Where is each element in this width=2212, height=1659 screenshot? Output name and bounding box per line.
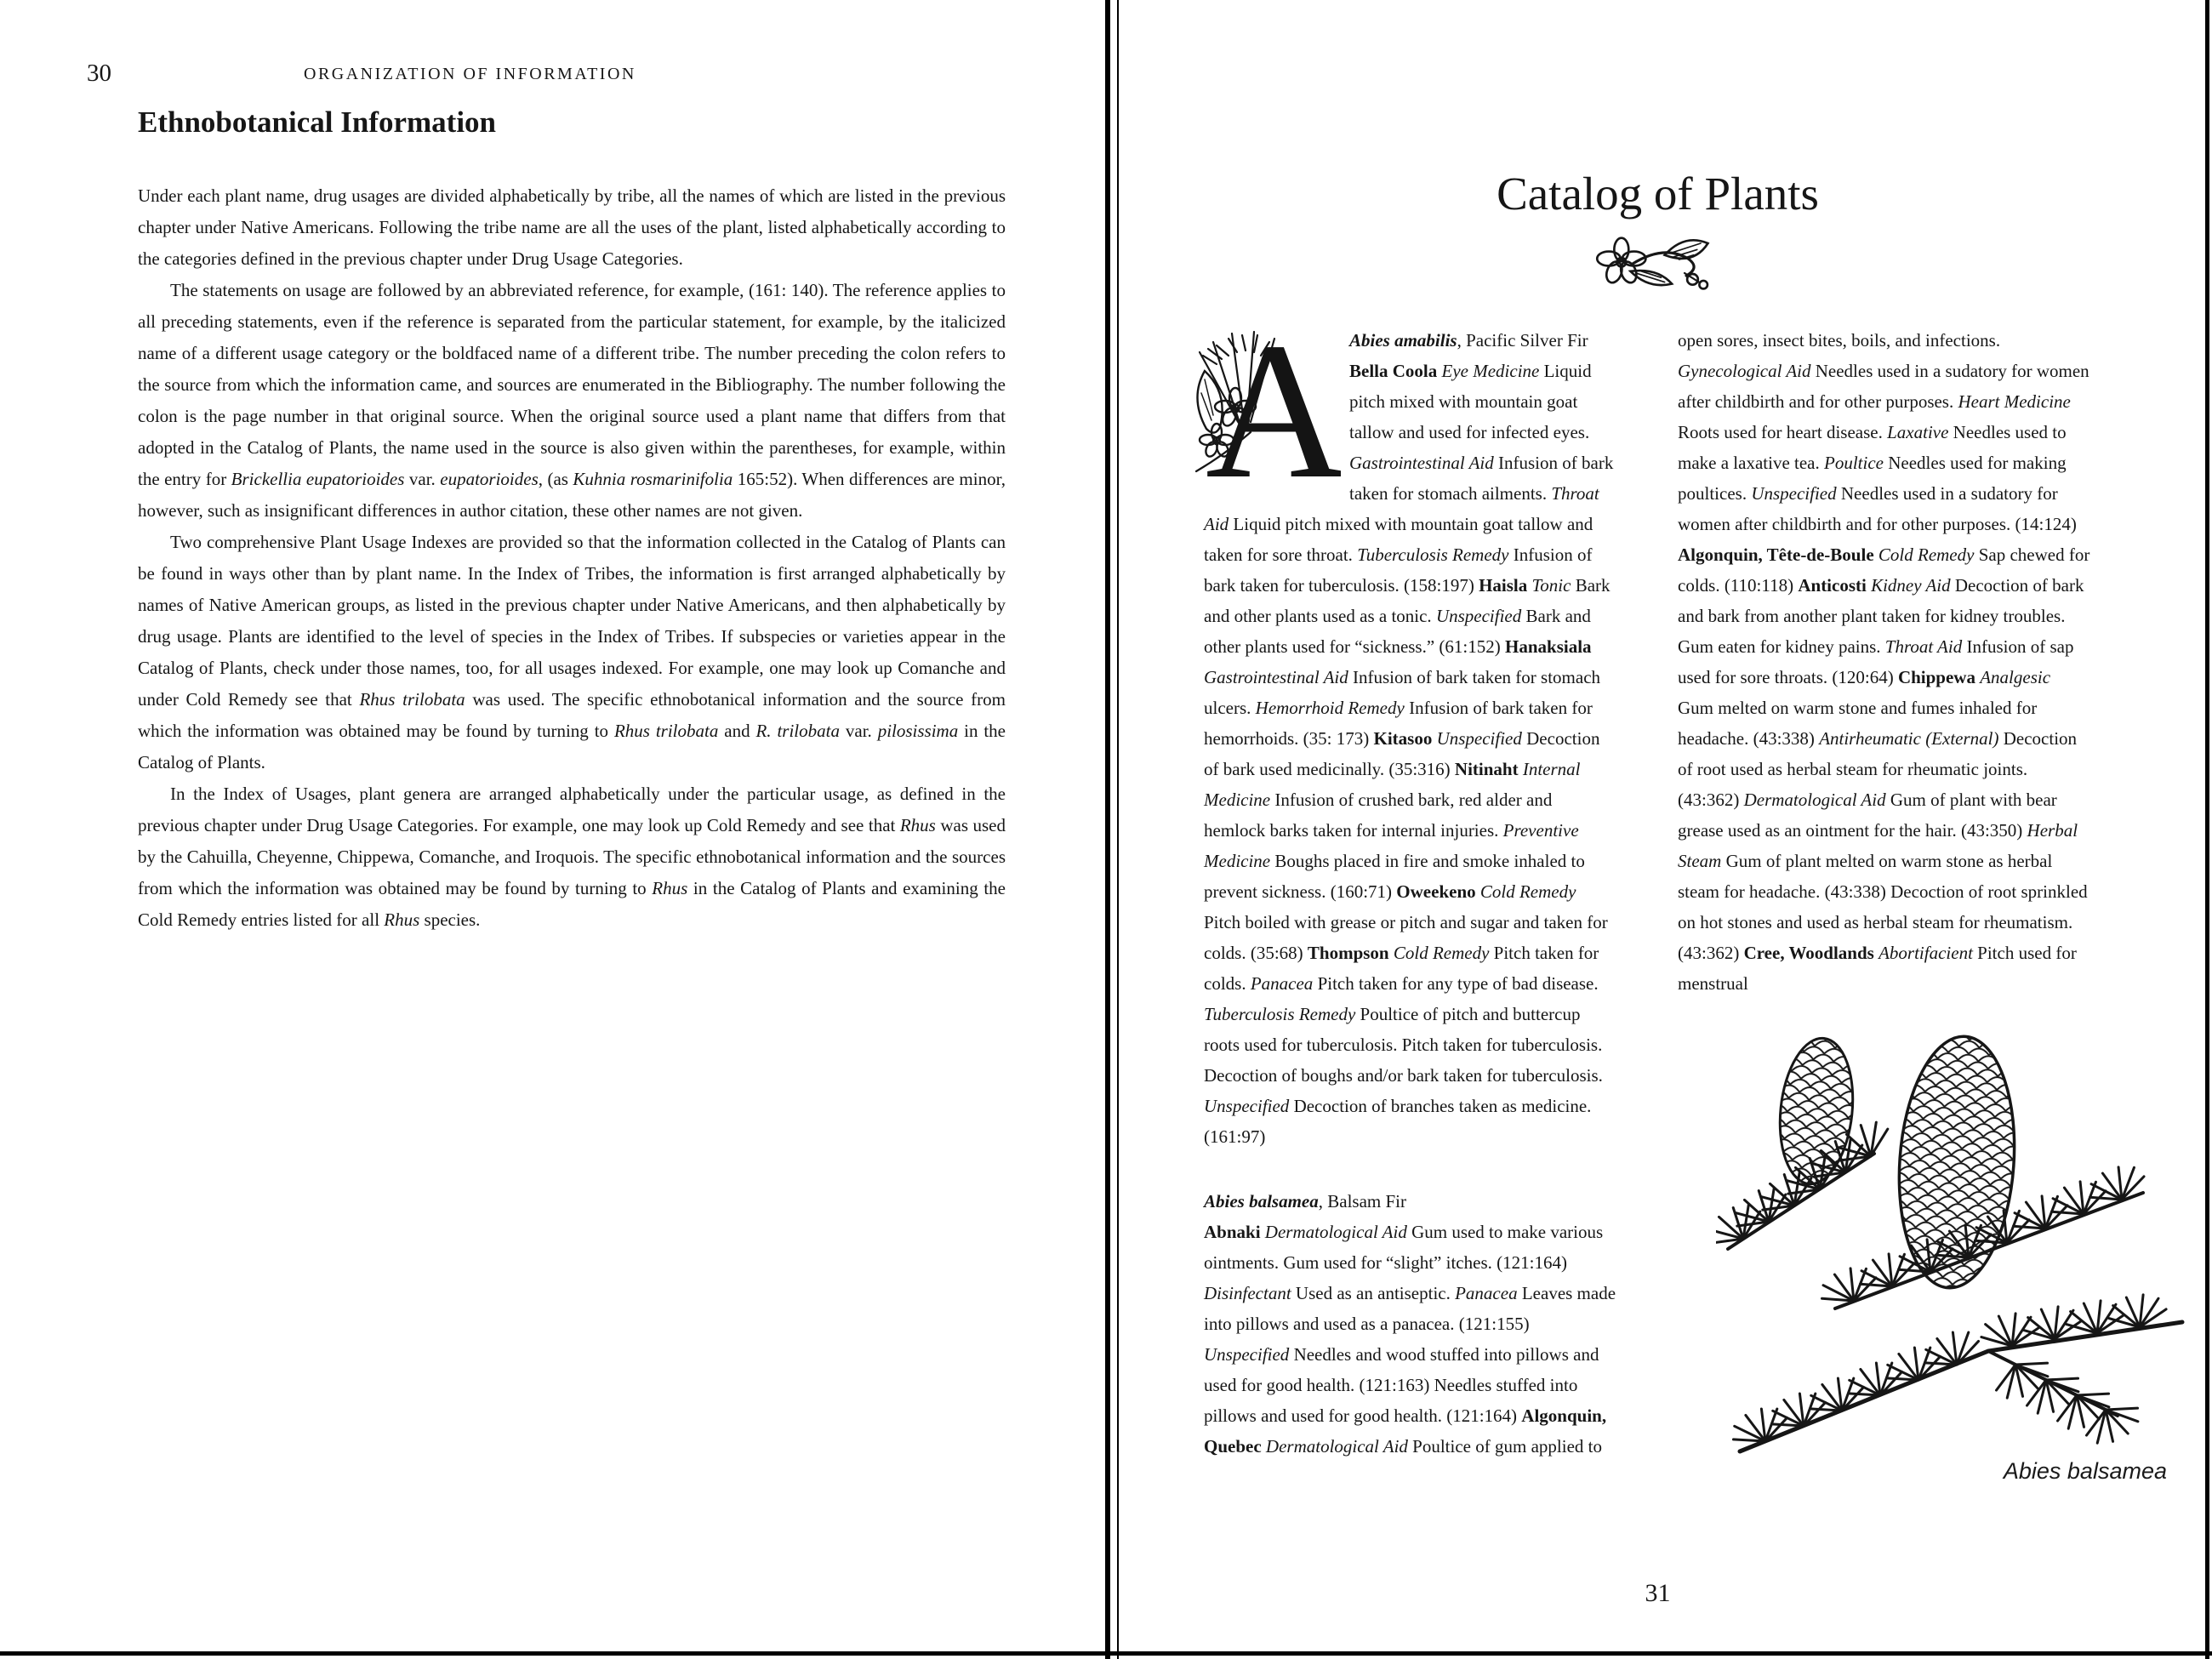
fir-branch-illustration bbox=[1716, 1026, 2192, 1490]
entry-body: Abnaki Dermatological Aid Gum used to make various ointments. Gum used for “slight” itches. (121:164) Disinfectant Used as an antiseptic. Panacea Leaves made into pillows and used as a panacea. (121:155) Unspecified Needles and wood stuffed into pillows and used for good health. (121:163) Needles stuffed into pillows and used for good health. (121:164) Algonquin, Quebec Dermatological Aid Poultice of gum applied to bbox=[1204, 1222, 1616, 1457]
page-number-left: 30 bbox=[87, 60, 111, 87]
flower-sprig-icon bbox=[1578, 228, 1731, 305]
entry-name-abies-amabilis: Abies amabilis, Pacific Silver Fir bbox=[1349, 330, 1588, 351]
entry-name-abies-balsamea: Abies balsamea, Balsam Fir bbox=[1204, 1191, 1406, 1211]
paragraph: Under each plant name, drug usages are divided alphabetically by tribe, all the names of which are listed in the previous chapter under Native Americans. Following the tribe name are all the uses of the plant, listed alphabetically according to the categories defined in the previous chapter under Drug Usage Categories. bbox=[138, 185, 1006, 269]
page-number-right: 31 bbox=[1645, 1579, 1671, 1607]
entry-body-continuation: open sores, insect bites, boils, and infections. Gynecological Aid Needles used in a sudatory for women after childbirth and for other purposes. Heart Medicine Roots used for heart disease. Laxative Needles used to make a laxative tea. Poultice Needles used for making poultices. Unspecified Needles used in a sudatory for women after childbirth and for other purposes. (14:124) Algonquin, Tête-de-Boule Cold Remedy Sap chewed for colds. (110:118) Anticosti Kidney Aid Decoction of bark and bark from another plant taken for kidney troubles. Gum eaten for kidney pains. Throat Aid Infusion of sap used for sore throats. (120:64) Chippewa Analgesic Gum melted on warm stone and fumes inhaled for headache. (43:338) Antirheumatic (External) Decoction of root used as herbal steam for rheumatic joints. (43:362) Dermatological Aid Gum of plant with bear grease used as an ointment for the hair. (43:350) Herbal Steam Gum of plant melted on warm stone as herbal steam for headache. (43:338) Decoction of root sprinkled on hot stones and used as herbal steam for rheumatism. (43:362) Cree, Woodlands Abortifacient Pitch used for menstrual bbox=[1678, 330, 2090, 994]
illustration-caption: Abies balsamea bbox=[2003, 1458, 2167, 1484]
paragraph: Two comprehensive Plant Usage Indexes are provided so that the information collected in the Catalog of Plants can be found in ways other than by plant name. In the Index of Tribes, the information is first arranged alphabetically by names of Native American groups, as listed in the previous chapter under Native Americans, and then alphabetically by drug usage. Plants are identified to the level of species in the Index of Tribes. If subspecies or varieties appear in the Catalog of Plants, check under those names, too, for all usages indexed. For example, one may look up Comanche and under Cold Remedy see that Rhus trilobata was used. The specific ethnobotanical information and the source from which the information was obtained may be found by turning to Rhus trilobata and R. trilobata var. pilosissima in the Catalog of Plants. bbox=[138, 532, 1006, 772]
book-bottom-edge bbox=[0, 1651, 2212, 1656]
page-gutter-line-2 bbox=[1117, 0, 1119, 1659]
entry-body: Bella Coola Eye Medicine Liquid pitch mixed with mountain goat tallow and used for infected eyes. Gastrointestinal Aid Infusion of bark taken for stomach ailments. Throat Aid Liquid pitch mixed with mountain goat tallow and taken for sore throat. Tuberculosis Remedy Infusion of bark taken for tuberculosis. (158:197) Haisla Tonic Bark and other plants used as a tonic. Unspecified Bark and other plants used for “sickness.” (61:152) Hanaksiala Gastrointestinal Aid Infusion of bark taken for stomach ulcers. Hemorrhoid Remedy Infusion of bark taken for hemorrhoids. (35: 173) Kitasoo Unspecified Decoction of bark used medicinally. (35:316) Nitinaht Internal Medicine Infusion of crushed bark, red alder and hemlock barks taken for internal injuries. Preventive Medicine Boughs placed in fire and smoke inhaled to prevent sickness. (160:71) Oweekeno Cold Remedy Pitch boiled with grease or pitch and sugar and taken for colds. (35:68) Thompson Cold Remedy Pitch taken for colds. Panacea Pitch taken for any type of bad disease. Tuberculosis Remedy Poultice of pitch and buttercup roots used for tuberculosis. Pitch taken for tuberculosis. Decoction of boughs and/or bark taken for tuberculosis. Unspecified Decoction of branches taken as medicine. (161:97) bbox=[1204, 361, 1614, 1147]
running-head: ORGANIZATION OF INFORMATION bbox=[304, 65, 636, 83]
paragraph: In the Index of Usages, plant genera are arranged alphabetically under the particular usage, as defined in the previous chapter under Drug Usage Categories. For example, one may look up Cold Remedy and see that Rhus was used by the Cahuilla, Cheyenne, Chippewa, Comanche, and Iroquois. The specific ethnobotanical information and the sources from which the information was obtained may be found by turning to Rhus in the Catalog of Plants and examining the Cold Remedy entries listed for all Rhus species. bbox=[138, 784, 1006, 930]
drop-cap-letter: A bbox=[1205, 327, 1341, 480]
book-right-edge bbox=[2205, 0, 2209, 1659]
catalog-column-1 bbox=[1204, 325, 1616, 1462]
section-heading: Ethnobotanical Information bbox=[138, 105, 497, 139]
catalog-column-2 bbox=[1678, 325, 2167, 1490]
paragraph: The statements on usage are followed by an abbreviated reference, for example, (161: 140). The reference applies to all preceding statements, even if the reference is separated from the particular statement, for example, by the italicized name of a different usage category or the boldfaced name of a different tribe. The number preceding the colon refers to the source from which the information came, and sources are enumerated in the Bibliography. The number following the colon is the page number in that original source. When the original source used a plant name that differs from that adopted in the Catalog of Plants, the name used in the source is also given within the parentheses, for example, within the entry for Brickellia eupatorioides var. eupatorioides, (as Kuhnia rosmarinifolia 165:52). When differences are minor, however, such as insignificant differences in author citation, these other names are not given. bbox=[138, 280, 1006, 521]
drop-cap-A bbox=[1191, 327, 1341, 480]
chapter-title: Catalog of Plants bbox=[1497, 168, 1819, 219]
page-gutter-line bbox=[1105, 0, 1110, 1659]
left-body-text bbox=[138, 180, 1006, 936]
